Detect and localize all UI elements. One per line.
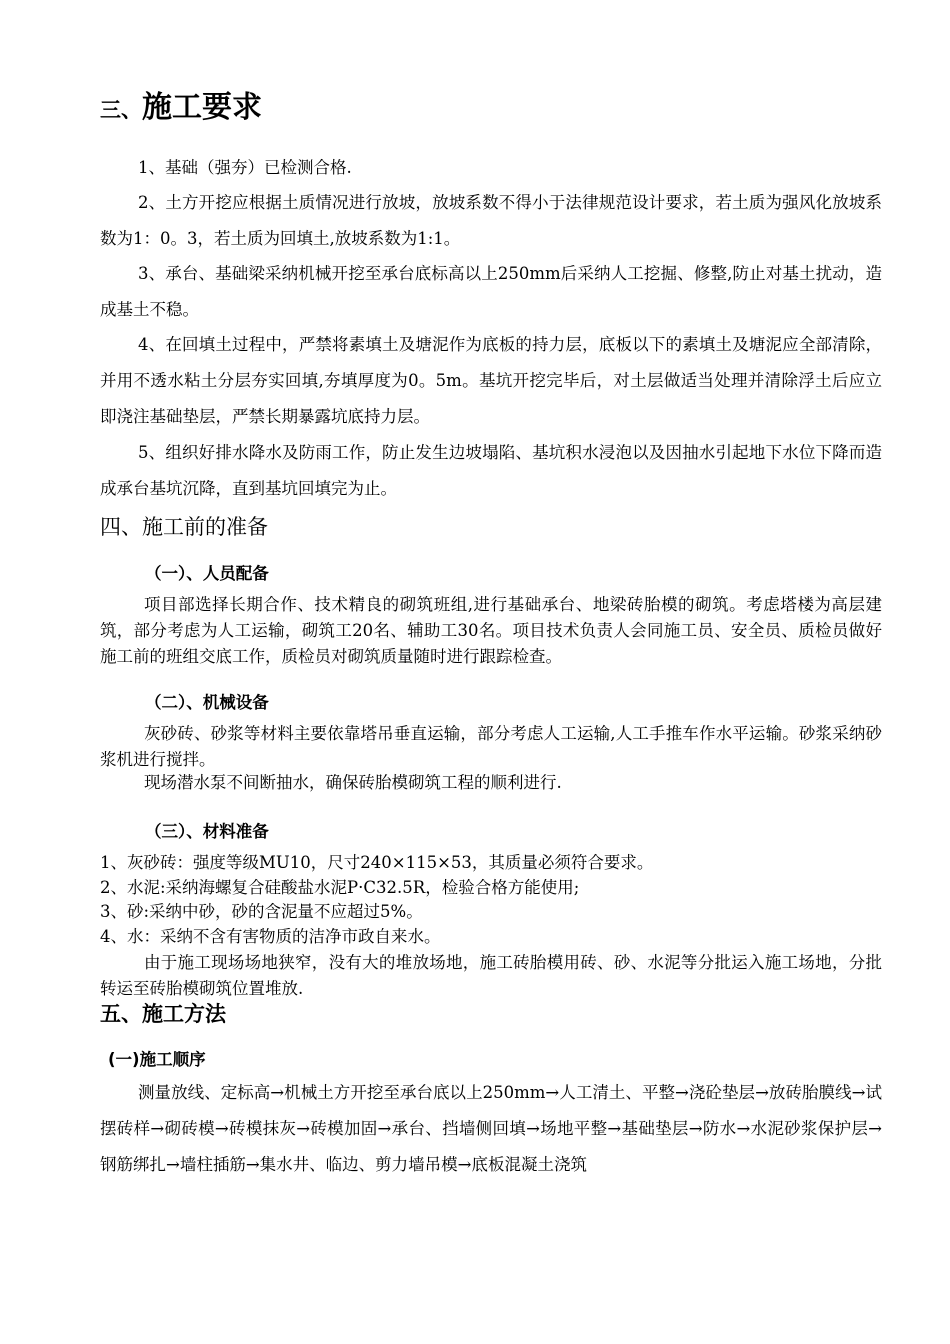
personnel-text: 项目部选择长期合作、技术精良的砌筑班组,进行基础承台、地梁砖胎模的砌筑。考虑塔楼为高层建筑，部分考虑为人工运输，砌筑工20名、辅助工30名。项目技术负责人会同施工员、安全员、质检员做好施工前的班组交底工作，质检员对砌筑质量随时进行跟踪检查。	[100, 595, 882, 666]
requirement-item-1: 1、基础（强夯）已检测合格.	[138, 158, 352, 177]
machinery-text-2: 现场潜水泵不间断抽水，确保砖胎模砌筑工程的顺利进行.	[144, 773, 562, 792]
materials-text: 由于施工现场场地狭窄，没有大的堆放场地，施工砖胎模用砖、砂、水泥等分批运入施工场地，分批转运至砖胎模砌筑位置堆放.	[100, 953, 882, 998]
materials-item-1: 1、灰砂砖：强度等级MU10，尺寸240×115×53，其质量必须符合要求。	[100, 853, 654, 872]
materials-item-4: 4、水：采纳不含有害物质的洁净市政自来水。	[100, 926, 441, 946]
section-3-title: 施工要求	[142, 90, 262, 125]
section-3-number: 三、	[100, 98, 142, 122]
requirement-item-3: 3、承台、基础梁采纳机械开挖至承台底标高以上250mm后采纳人工挖掘、修整,防止对基土扰动，造成基土不稳。	[100, 264, 882, 319]
sequence-text: 测量放线、定标高→机械土方开挖至承台底以上250mm→人工清土、平整→浇砼垫层→放砖胎膜线→试摆砖样→砌砖模→砖模抹灰→砖模加固→承台、挡墙侧回填→场地平整→基础垫层→防水→水泥砂浆保护层→钢筋绑扎→墙柱插筋→集水井、临边、剪力墙吊模→底板混凝土浇筑	[100, 1083, 882, 1174]
requirement-item-5: 5、组织好排水降水及防雨工作，防止发生边坡塌陷、基坑积水浸泡以及因抽水引起地下水位下降而造成承台基坑沉降，直到基坑回填完为止。	[100, 443, 882, 498]
sequence-heading: (一)施工顺序	[108, 1050, 206, 1069]
section-4-heading: 四、施工前的准备	[100, 515, 268, 539]
materials-item-3: 3、砂:采纳中砂，砂的含泥量不应超过5%。	[100, 902, 423, 921]
machinery-heading: （二）、机械设备	[145, 693, 269, 712]
section-5-heading: 五、施工方法	[100, 1002, 226, 1026]
materials-list	[100, 851, 882, 949]
section-3-heading	[100, 82, 882, 126]
materials-heading: （三）、材料准备	[145, 822, 269, 841]
requirement-item-2: 2、土方开挖应根据土质情况进行放坡，放坡系数不得小于法律规范设计要求，若土质为强风化放坡系数为1：0。3，若土质为回填土,放坡系数为1:1。	[100, 193, 882, 248]
machinery-text-1: 灰砂砖、砂浆等材料主要依靠塔吊垂直运输，部分考虑人工运输,人工手推车作水平运输。砂浆采纳砂浆机进行搅拌。	[100, 724, 882, 769]
requirement-item-4: 4、在回填土过程中，严禁将素填土及塘泥作为底板的持力层，底板以下的素填土及塘泥应全部清除，并用不透水粘土分层夯实回填,夯填厚度为0。5m。基坑开挖完毕后，对土层做适当处理并清除浮土后应立即浇注基础垫层，严禁长期暴露坑底持力层。	[100, 335, 882, 426]
materials-item-2: 2、水泥:采纳海螺复合硅酸盐水泥P·C32.5R，检验合格方能使用;	[100, 877, 580, 897]
personnel-heading: （一）、人员配备	[145, 564, 269, 583]
